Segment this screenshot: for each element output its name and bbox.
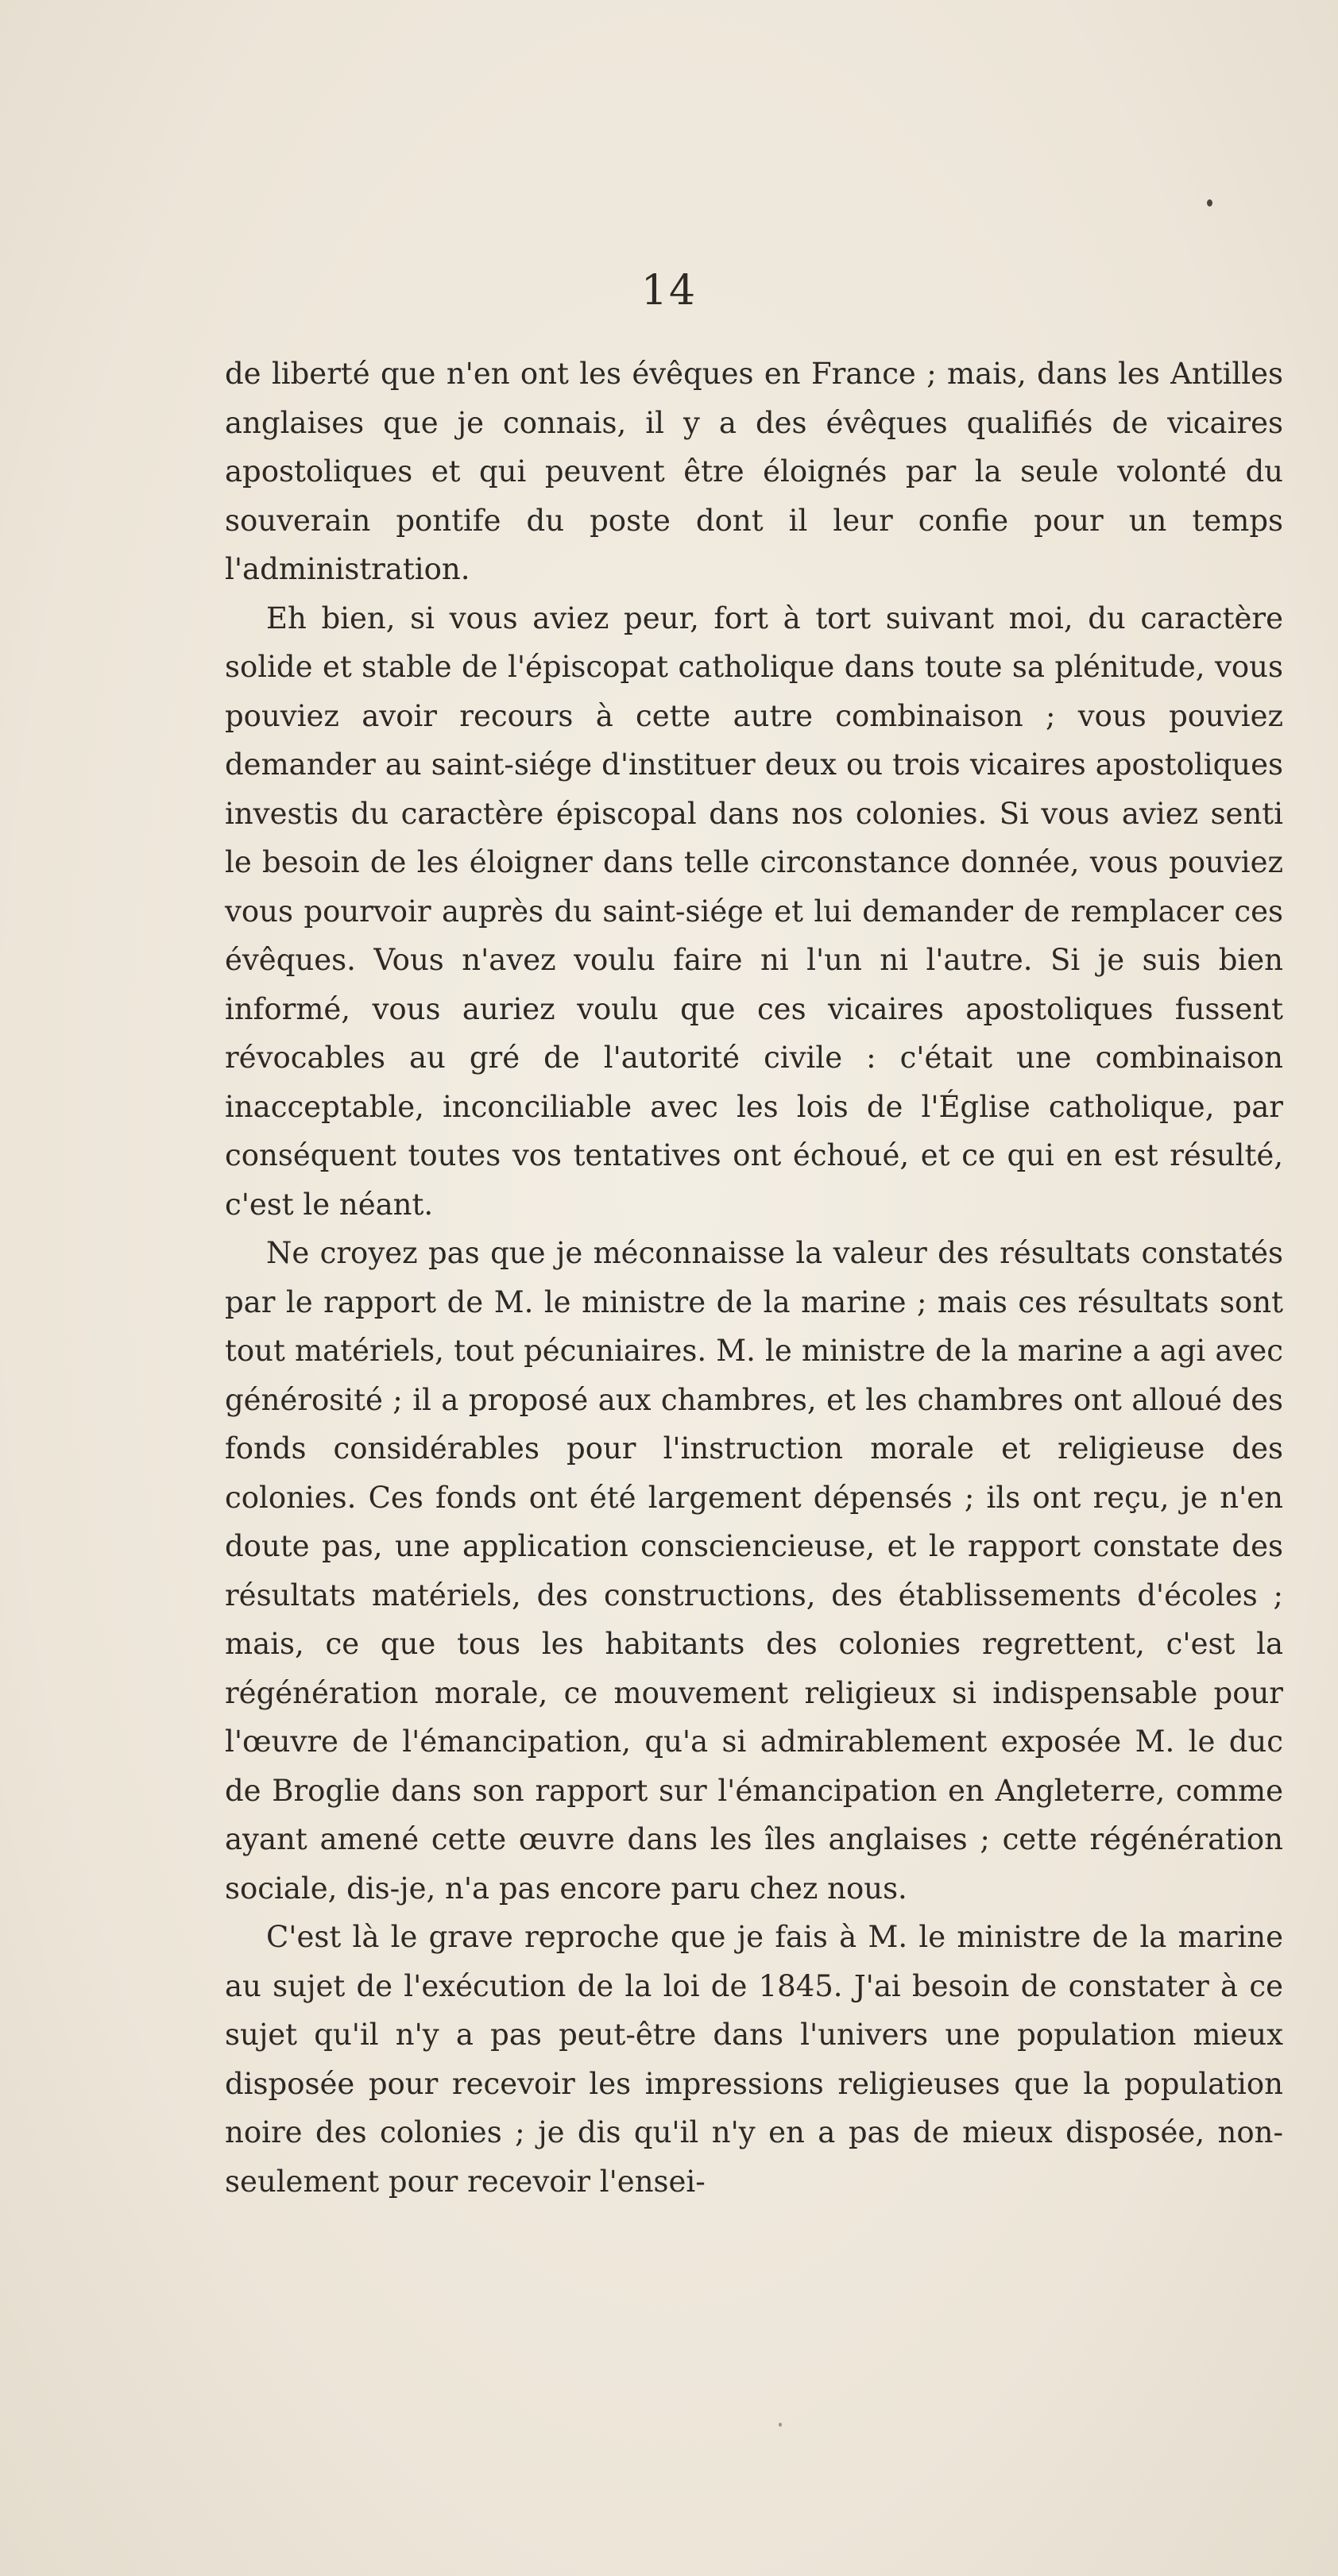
paragraph-2: Eh bien, si vous aviez peur, fort à tort suivant moi, du caractère solide et stable de l'épiscopat catholique dans toute sa plénitude, vous pouviez avoir recours à cette autre combinaison ; vous pouviez demander au saint-siége d'instituer deux ou trois vicaires apostoliques investis du caractère épiscopal dans nos colonies. Si vous aviez senti le besoin de les éloigner dans telle circonstance donnée, vous pouviez vous pourvoir auprès du saint-siége et lui demander de remplacer ces évêques. Vous n'avez voulu faire ni l'un ni l'autre. Si je suis bien informé, vous auriez voulu que ces vicaires apostoliques fussent révocables au gré de l'autorité civile : c'était une combinaison inacceptable, inconciliable avec les lois de l'Église catholique, par conséquent toutes vos tentatives ont échoué, et ce qui en est résulté, c'est le néant. <box>225 601 1283 1222</box>
body-text <box>225 350 1283 2206</box>
page-number: 14 <box>640 267 698 315</box>
paragraph-1: de liberté que n'en ont les évêques en France ; mais, dans les Antilles anglaises que je connais, il y a des évêques qualifiés de vicaires apostoliques et qui peuvent être éloignés par la seule volonté du souverain pontife du poste dont il leur confie pour un temps l'administration. <box>225 357 1283 586</box>
paragraph-3: Ne croyez pas que je méconnaisse la valeur des résultats constatés par le rapport de M. le ministre de la marine ; mais ces résultats sont tout matériels, tout pécuniaires. M. le ministre de la marine a agi avec générosité ; il a proposé aux chambres, et les chambres ont alloué des fonds considérables pour l'instruction morale et religieuse des colonies. Ces fonds ont été largement dépensés ; ils ont reçu, je n'en doute pas, une application consciencieuse, et le rapport constate des résultats matériels, des constructions, des établissements d'écoles ; mais, ce que tous les habitants des colonies regrettent, c'est la régénération morale, ce mouvement religieux si indispensable pour l'œuvre de l'émancipation, qu'a si admirablement exposée M. le duc de Broglie dans son rapport sur l'émancipation en Angleterre, comme ayant amené cette œuvre dans les îles anglaises ; cette régénération sociale, dis-je, n'a pas encore paru chez nous. <box>225 1236 1283 1906</box>
paragraph-4: C'est là le grave reproche que je fais à M. le ministre de la marine au sujet de l'exécution de la loi de 1845. J'ai besoin de constater à ce sujet qu'il n'y a pas peut-être dans l'univers une population mieux disposée pour recevoir les impressions religieuses que la population noire des colonies ; je dis qu'il n'y en a pas de mieux disposée, non-seulement pour recevoir l'ensei- <box>225 1920 1283 2199</box>
ink-speck <box>1207 199 1212 207</box>
ink-speck <box>779 2423 782 2427</box>
